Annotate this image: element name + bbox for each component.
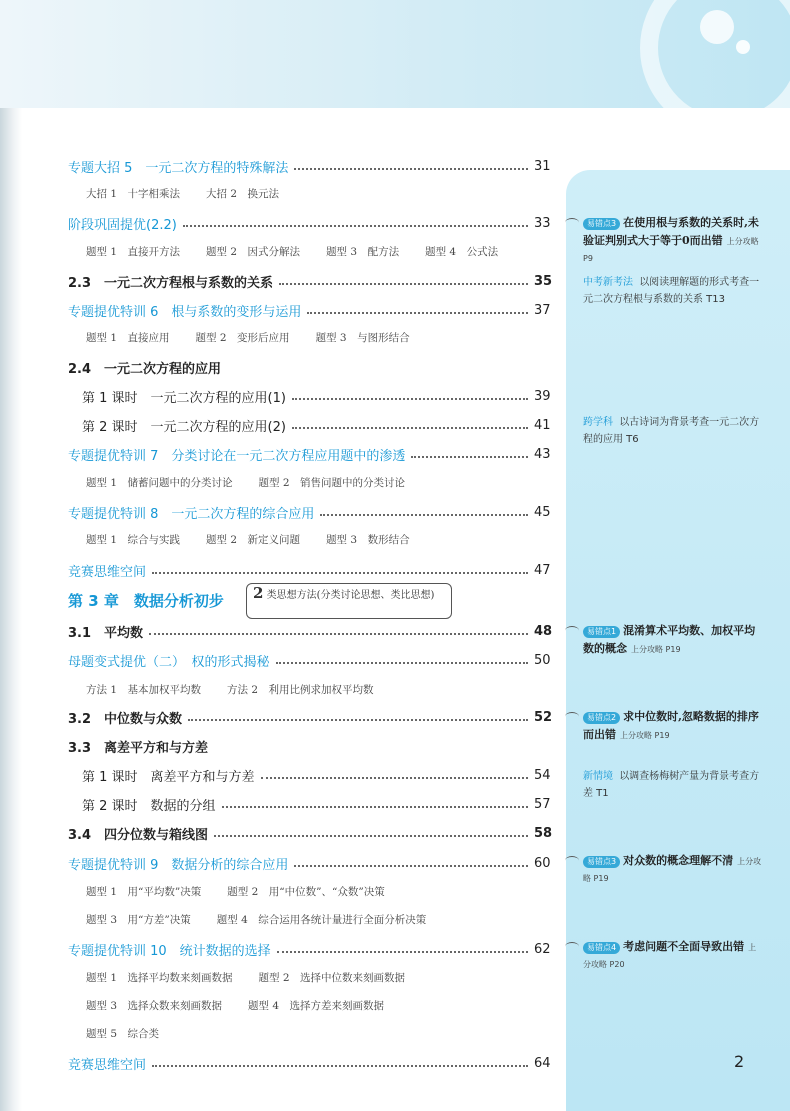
topic-item: 题型 1 用“平均数”决策 [86,886,202,898]
side-note [583,274,763,308]
topic-row [86,1026,159,1041]
note-text: 以阅读理解题的形式考查一元二次方程根与系数的关系 T13 [583,277,760,305]
leader-dots [276,662,528,664]
topic-item: 题型 2 用“中位数”、“众数”决策 [227,886,385,898]
toc-label: 专题提优特训 6 根与系数的变形与运用 [68,304,302,320]
toc-row[interactable] [68,154,550,178]
topic-row [86,884,385,899]
toc-label: 2.4 一元二次方程的应用 [68,361,222,377]
toc-label: 竞赛思维空间 [68,1057,147,1073]
toc-label: 第 3 章 数据分析初步 [68,591,224,610]
chapter-note-text: 类思想方法(分类讨论思想、类比思想) [266,590,435,601]
toc-row[interactable] [82,792,550,816]
deco-circle [700,10,734,44]
note-tag: 易错点1 [583,626,620,638]
toc-label: 2.3 一元二次方程根与系数的关系 [68,275,274,291]
toc-page: 33 [534,215,551,231]
side-note [583,414,763,448]
toc-label: 专题提优特训 9 数据分析的综合应用 [68,857,289,873]
leader-dots [222,806,528,808]
note-tag: 易错点2 [583,712,620,724]
toc-row[interactable] [68,355,550,379]
leader-dots [188,719,528,721]
topic-item: 题型 3 用“方差”决策 [86,914,191,926]
note-tag: 易错点3 [583,856,620,868]
page-number: 2 [734,1052,745,1071]
topic-item: 大招 2 换元法 [206,188,280,200]
header-band [0,0,790,108]
note-tag: 易错点3 [583,218,620,230]
topic-item: 方法 2 利用比例求加权平均数 [227,684,374,696]
toc-label: 专题提优特训 8 一元二次方程的综合应用 [68,506,315,522]
leader-dots [277,951,528,953]
toc-row[interactable] [68,619,553,643]
leader-dots [294,168,528,170]
topic-row [86,912,426,927]
leader-dots [261,777,528,779]
leader-dots [307,312,528,314]
leader-dots [292,427,528,429]
toc-label: 专题大招 5 一元二次方程的特殊解法 [68,160,289,176]
toc-label: 第 2 课时 数据的分组 [82,798,216,814]
note-text: 以古诗词为背景考查一元二次方程的应用 T6 [583,417,760,445]
note-ref: 上分攻略 P20 [583,943,757,969]
leader-dots [152,1065,528,1067]
leader-dots [294,865,528,867]
toc-row[interactable] [82,763,550,787]
topic-item: 题型 3 配方法 [326,246,400,258]
toc-row[interactable] [68,442,550,466]
topic-item: 题型 2 变形后应用 [195,332,290,344]
topic-row [86,682,374,697]
topic-item: 题型 3 数形结合 [326,534,410,546]
topic-row [86,970,405,985]
topic-row [86,330,410,345]
topic-item: 题型 1 综合与实践 [86,534,181,546]
leader-dots [183,225,528,227]
page-fold-shadow [0,108,22,1111]
topic-row [86,532,410,547]
topic-item: 题型 3 与图形结合 [315,332,410,344]
arrow-icon [565,712,579,721]
chapter-method-note [246,583,452,619]
topic-item: 题型 4 选择方差来刻画数据 [248,1000,385,1012]
leader-dots [214,835,528,837]
toc-page: 35 [534,273,553,289]
topic-item: 方法 1 基本加权平均数 [86,684,202,696]
toc-page: 48 [534,623,553,639]
topic-item: 题型 5 综合类 [86,1028,160,1040]
topic-row [86,244,498,259]
toc-row[interactable] [68,734,550,758]
toc-row[interactable] [68,705,553,729]
toc-label: 专题提优特训 7 分类讨论在一元二次方程应用题中的渗透 [68,448,406,464]
note-tag: 易错点4 [583,942,620,954]
arrow-icon [565,218,579,227]
toc-label: 第 1 课时 一元二次方程的应用(1) [82,390,286,406]
toc-page: 45 [534,504,551,520]
side-note [583,708,763,744]
topic-item: 题型 3 选择众数来刻画数据 [86,1000,223,1012]
side-note [583,768,763,802]
toc-label: 3.3 离差平方和与方差 [68,740,209,756]
topic-item: 题型 2 销售问题中的分类讨论 [258,477,406,489]
topic-row [86,186,279,201]
toc-page: 31 [534,158,551,174]
topic-item: 大招 1 十字相乘法 [86,188,181,200]
note-ref: 上分攻略 P9 [583,237,759,263]
toc-page: 60 [534,855,551,871]
toc-page: 57 [534,796,551,812]
toc-row[interactable] [68,211,550,235]
toc-label: 第 2 课时 一元二次方程的应用(2) [82,419,286,435]
toc-page: 58 [534,825,553,841]
toc-label: 阶段巩固提优(2.2) [68,217,177,233]
chapter-heading[interactable] [68,588,244,612]
toc-label: 竞赛思维空间 [68,564,147,580]
note-tag: 中考新考法 [583,277,633,288]
toc-row[interactable] [82,413,550,437]
toc-page: 54 [534,767,551,783]
topic-item: 题型 2 选择中位数来刻画数据 [258,972,406,984]
toc-row[interactable] [68,851,550,875]
arrow-icon [565,626,579,635]
note-text: 对众数的概念理解不清 [623,854,734,867]
note-ref: 上分攻略 P19 [620,731,670,740]
note-ref: 上分攻略 P19 [631,645,681,654]
toc-row[interactable] [68,500,550,524]
toc-page: 39 [534,388,551,404]
toc-label: 专题提优特训 10 统计数据的选择 [68,943,271,959]
topic-row [86,475,405,490]
toc-row[interactable] [68,298,550,322]
side-note [583,938,763,973]
toc-label: 3.2 中位数与众数 [68,711,183,727]
toc-page: 41 [534,417,551,433]
toc-label: 3.1 平均数 [68,625,144,641]
toc-page: 50 [534,652,551,668]
topic-item: 题型 4 综合运用各统计量进行全面分析决策 [216,914,427,926]
note-text: 求中位数时,忽略数据的排序而出错 [583,710,759,741]
leader-dots [279,283,528,285]
note-ref: 上分攻略 P19 [583,857,762,883]
topic-item: 题型 1 直接开方法 [86,246,181,258]
side-note [583,852,763,887]
arrow-icon [565,856,579,865]
deco-circle-small [736,40,750,54]
topic-item: 题型 1 储蓄问题中的分类讨论 [86,477,233,489]
leader-dots [149,633,528,635]
side-note [583,214,763,267]
note-text: 以调查杨梅树产量为背景考查方差 T1 [583,771,760,799]
leader-dots [411,456,528,458]
toc-row[interactable] [68,558,550,582]
note-text: 混淆算术平均数、加权平均数的概念 [583,624,756,655]
toc-row[interactable] [82,384,550,408]
topic-row [86,998,384,1013]
toc-row[interactable] [68,937,550,961]
toc-page: 37 [534,302,551,318]
topic-item: 题型 4 公式法 [425,246,499,258]
note-text: 考虑问题不全面导致出错 [623,940,745,953]
toc-row[interactable] [68,648,550,672]
toc-page: 64 [534,1055,551,1071]
topic-item: 题型 1 选择平均数来刻画数据 [86,972,233,984]
chapter-note-number: 2 [253,584,264,602]
leader-dots [152,572,528,574]
leader-dots [320,514,528,516]
arrow-icon [565,942,579,951]
topic-item: 题型 2 因式分解法 [206,246,301,258]
toc-label: 第 1 课时 离差平方和与方差 [82,769,255,785]
toc-row[interactable] [68,269,553,293]
leader-dots [292,398,528,400]
note-text: 在使用根与系数的关系时,未验证判别式大于等于0而出错 [583,216,759,247]
toc-row[interactable] [68,821,553,845]
toc-page: 62 [534,941,551,957]
toc-page: 43 [534,446,551,462]
topic-item: 题型 2 新定义问题 [206,534,301,546]
topic-item: 题型 1 直接应用 [86,332,170,344]
toc-label: 3.4 四分位数与箱线图 [68,827,209,843]
toc-page: 47 [534,562,551,578]
note-tag: 新情境 [583,771,613,782]
side-note [583,622,763,658]
toc-label: 母题变式提优（二） 权的形式揭秘 [68,654,270,670]
toc-page: 52 [534,709,553,725]
toc-row[interactable] [68,1051,550,1075]
note-tag: 跨学科 [583,417,613,428]
